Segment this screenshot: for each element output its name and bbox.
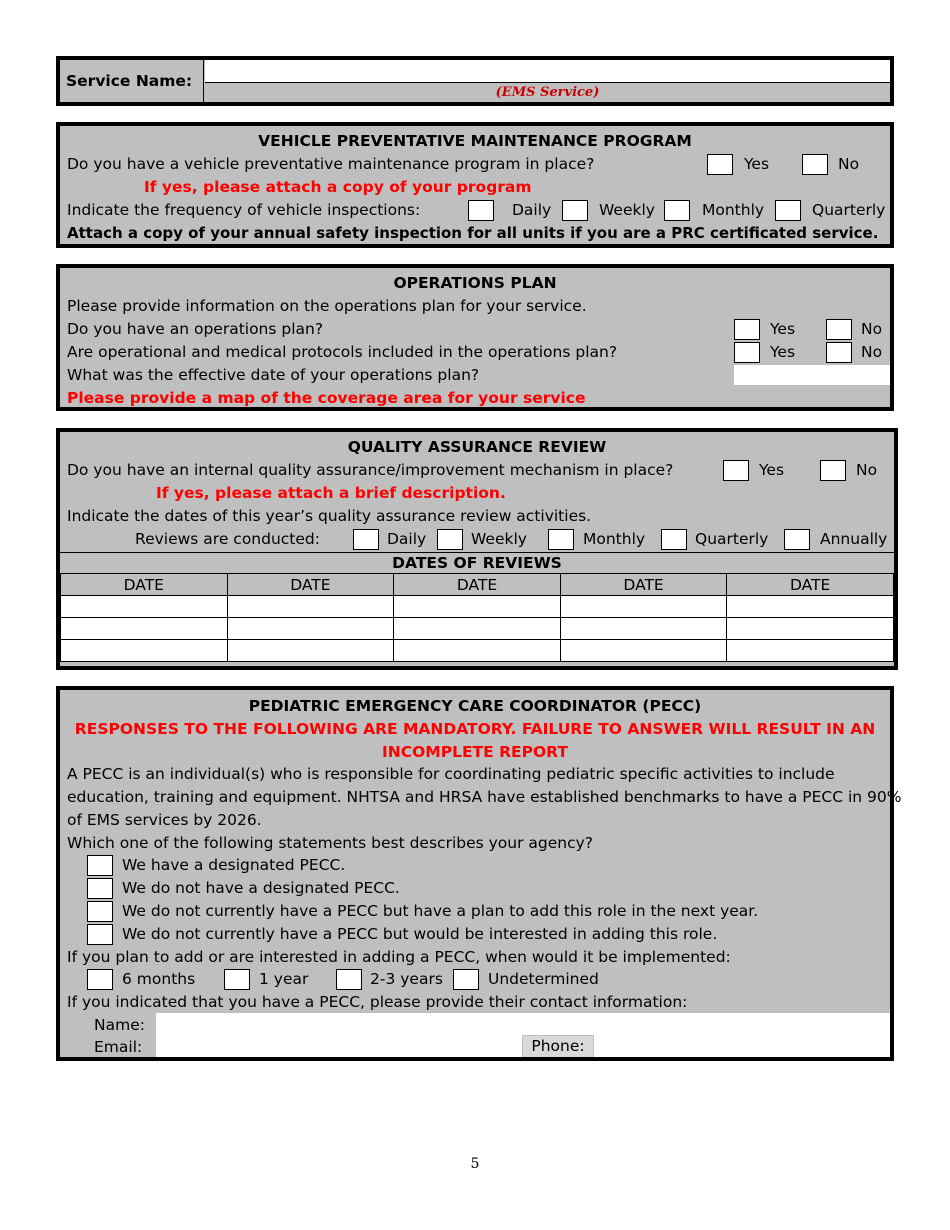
operations-plan-yes-checkbox[interactable] xyxy=(734,319,760,340)
qa-section-title: QUALITY ASSURANCE REVIEW xyxy=(347,438,607,456)
pecc-phone-label: Phone: xyxy=(523,1036,593,1057)
pecc-statement-2-checkbox[interactable] xyxy=(87,878,113,899)
date-column-header: DATE xyxy=(61,574,228,596)
page-number: 5 xyxy=(470,1156,480,1172)
date-cell-input[interactable] xyxy=(560,596,727,618)
protocols-question: Are operational and medical protocols included in the operations plan? xyxy=(67,343,618,361)
qa-freq-annually-checkbox[interactable] xyxy=(784,529,810,550)
qa-freq-weekly-label: Weekly xyxy=(471,530,527,548)
pecc-description-line2: education, training and equipment. NHTSA and HRSA have established benchmarks to have a PECC in 90% xyxy=(67,788,902,806)
vehicle-section-title: VEHICLE PREVENTATIVE MAINTENANCE PROGRAM xyxy=(258,132,692,150)
timeline-2-3-years-checkbox[interactable] xyxy=(336,969,362,990)
qa-freq-daily-checkbox[interactable] xyxy=(353,529,379,550)
effective-date-question: What was the effective date of your operations plan? xyxy=(67,366,480,384)
effective-date-input[interactable] xyxy=(734,365,890,385)
service-name-section xyxy=(56,56,894,106)
timeline-1-year-label: 1 year xyxy=(259,970,309,988)
qa-freq-annually-label: Annually xyxy=(820,530,888,548)
vehicle-attach-note: If yes, please attach a copy of your program xyxy=(144,178,532,196)
qa-freq-quarterly-checkbox[interactable] xyxy=(661,529,687,550)
pecc-statement-1-checkbox[interactable] xyxy=(87,855,113,876)
qa-conducted-label: Reviews are conducted: xyxy=(135,530,320,548)
vehicle-no-label: No xyxy=(838,155,860,173)
qa-no-checkbox[interactable] xyxy=(820,460,846,481)
pecc-section-title: PEDIATRIC EMERGENCY CARE COORDINATOR (PECC) xyxy=(248,697,702,715)
date-column-header: DATE xyxy=(560,574,727,596)
pecc-email-input[interactable] xyxy=(156,1035,522,1057)
vehicle-freq-monthly-label: Monthly xyxy=(702,201,765,219)
date-cell-input[interactable] xyxy=(560,618,727,640)
pecc-section xyxy=(56,686,902,1061)
date-cell-input[interactable] xyxy=(394,596,561,618)
timeline-6-months-checkbox[interactable] xyxy=(87,969,113,990)
qa-freq-monthly-label: Monthly xyxy=(583,530,646,548)
vehicle-yes-label: Yes xyxy=(744,155,770,173)
date-cell-input[interactable] xyxy=(61,640,228,662)
qa-yes-checkbox[interactable] xyxy=(723,460,749,481)
operations-intro: Please provide information on the operations plan for your service. xyxy=(67,297,587,315)
pecc-statement-2-label: We do not have a designated PECC. xyxy=(122,879,400,897)
operations-plan-yes-label: Yes xyxy=(770,320,796,338)
pecc-statement-4-checkbox[interactable] xyxy=(87,924,113,945)
pecc-plan-question: If you plan to add or are interested in adding a PECC, when would it be implemented: xyxy=(67,948,731,966)
pecc-statement-3-checkbox[interactable] xyxy=(87,901,113,922)
coverage-map-note: Please provide a map of the coverage area for your service xyxy=(67,389,586,407)
date-column-header: DATE xyxy=(394,574,561,596)
date-cell-input[interactable] xyxy=(61,618,228,640)
dates-of-reviews-title: DATES OF REVIEWS xyxy=(60,552,894,574)
qa-freq-quarterly-label: Quarterly xyxy=(695,530,769,548)
pecc-statement-3-label: We do not currently have a PECC but have a plan to add this role in the next year. xyxy=(122,902,759,920)
operations-plan-question: Do you have an operations plan? xyxy=(67,320,324,338)
quality-assurance-section xyxy=(56,428,898,670)
vehicle-freq-quarterly-checkbox[interactable] xyxy=(775,200,801,221)
pecc-name-input[interactable] xyxy=(156,1013,890,1035)
timeline-1-year-checkbox[interactable] xyxy=(224,969,250,990)
date-cell-input[interactable] xyxy=(227,596,394,618)
vehicle-freq-monthly-checkbox[interactable] xyxy=(664,200,690,221)
date-column-header: DATE xyxy=(727,574,894,596)
qa-freq-daily-label: Daily xyxy=(387,530,427,548)
date-cell-input[interactable] xyxy=(394,618,561,640)
date-cell-input[interactable] xyxy=(727,596,894,618)
timeline-6-months-label: 6 months xyxy=(122,970,196,988)
vehicle-frequency-question: Indicate the frequency of vehicle inspections: xyxy=(67,201,421,219)
date-cell-input[interactable] xyxy=(727,618,894,640)
protocols-yes-checkbox[interactable] xyxy=(734,342,760,363)
qa-no-label: No xyxy=(856,461,878,479)
vehicle-safety-note: Attach a copy of your annual safety inspection for all units if you are a PRC certificated service. xyxy=(67,224,879,242)
date-cell-input[interactable] xyxy=(560,640,727,662)
vehicle-freq-weekly-checkbox[interactable] xyxy=(562,200,588,221)
date-column-header: DATE xyxy=(227,574,394,596)
pecc-email-label: Email: xyxy=(94,1038,143,1056)
vehicle-yes-checkbox[interactable] xyxy=(707,154,733,175)
qa-yes-label: Yes xyxy=(759,461,785,479)
review-dates-table xyxy=(60,573,894,662)
qa-freq-weekly-checkbox[interactable] xyxy=(437,529,463,550)
vehicle-freq-daily-checkbox[interactable] xyxy=(468,200,494,221)
vehicle-program-question: Do you have a vehicle preventative maintenance program in place? xyxy=(67,155,595,173)
pecc-statement-1-label: We have a designated PECC. xyxy=(122,856,346,874)
date-cell-input[interactable] xyxy=(227,640,394,662)
date-cell-input[interactable] xyxy=(227,618,394,640)
qa-dates-question: Indicate the dates of this year’s quality assurance review activities. xyxy=(67,507,592,525)
pecc-description-line3: of EMS services by 2026. xyxy=(67,811,262,829)
timeline-undetermined-checkbox[interactable] xyxy=(453,969,479,990)
pecc-mandatory-line2: INCOMPLETE REPORT xyxy=(382,743,568,761)
protocols-no-label: No xyxy=(861,343,883,361)
pecc-contact-question: If you indicated that you have a PECC, please provide their contact information: xyxy=(67,993,688,1011)
vehicle-no-checkbox[interactable] xyxy=(802,154,828,175)
date-cell-input[interactable] xyxy=(61,596,228,618)
service-name-input[interactable] xyxy=(205,60,890,83)
qa-attach-note: If yes, please attach a brief description. xyxy=(156,484,506,502)
pecc-name-label: Name: xyxy=(94,1016,145,1034)
date-cell-input[interactable] xyxy=(727,640,894,662)
qa-freq-monthly-checkbox[interactable] xyxy=(548,529,574,550)
operations-plan-no-checkbox[interactable] xyxy=(826,319,852,340)
pecc-agency-question: Which one of the following statements best describes your agency? xyxy=(67,834,594,852)
pecc-mandatory-line1: RESPONSES TO THE FOLLOWING ARE MANDATORY. FAILURE TO ANSWER WILL RESULT IN AN xyxy=(74,720,876,738)
qa-mechanism-question: Do you have an internal quality assurance/improvement mechanism in place? xyxy=(67,461,674,479)
vehicle-freq-daily-label: Daily xyxy=(512,201,552,219)
service-name-subtext: (EMS Service) xyxy=(495,85,600,100)
vehicle-freq-weekly-label: Weekly xyxy=(599,201,655,219)
timeline-undetermined-label: Undetermined xyxy=(488,970,599,988)
date-cell-input[interactable] xyxy=(394,640,561,662)
timeline-2-3-years-label: 2-3 years xyxy=(370,970,443,988)
vehicle-freq-quarterly-label: Quarterly xyxy=(812,201,886,219)
pecc-statement-4-label: We do not currently have a PECC but would be interested in adding this role. xyxy=(122,925,718,943)
protocols-no-checkbox[interactable] xyxy=(826,342,852,363)
pecc-description-line1: A PECC is an individual(s) who is responsible for coordinating pediatric specific activities to include xyxy=(67,765,835,783)
vehicle-maintenance-section xyxy=(56,122,894,248)
operations-section-title: OPERATIONS PLAN xyxy=(393,274,557,292)
pecc-phone-input[interactable] xyxy=(594,1035,890,1057)
operations-plan-section xyxy=(56,264,894,411)
operations-plan-no-label: No xyxy=(861,320,883,338)
protocols-yes-label: Yes xyxy=(770,343,796,361)
service-name-label: Service Name: xyxy=(60,60,204,102)
